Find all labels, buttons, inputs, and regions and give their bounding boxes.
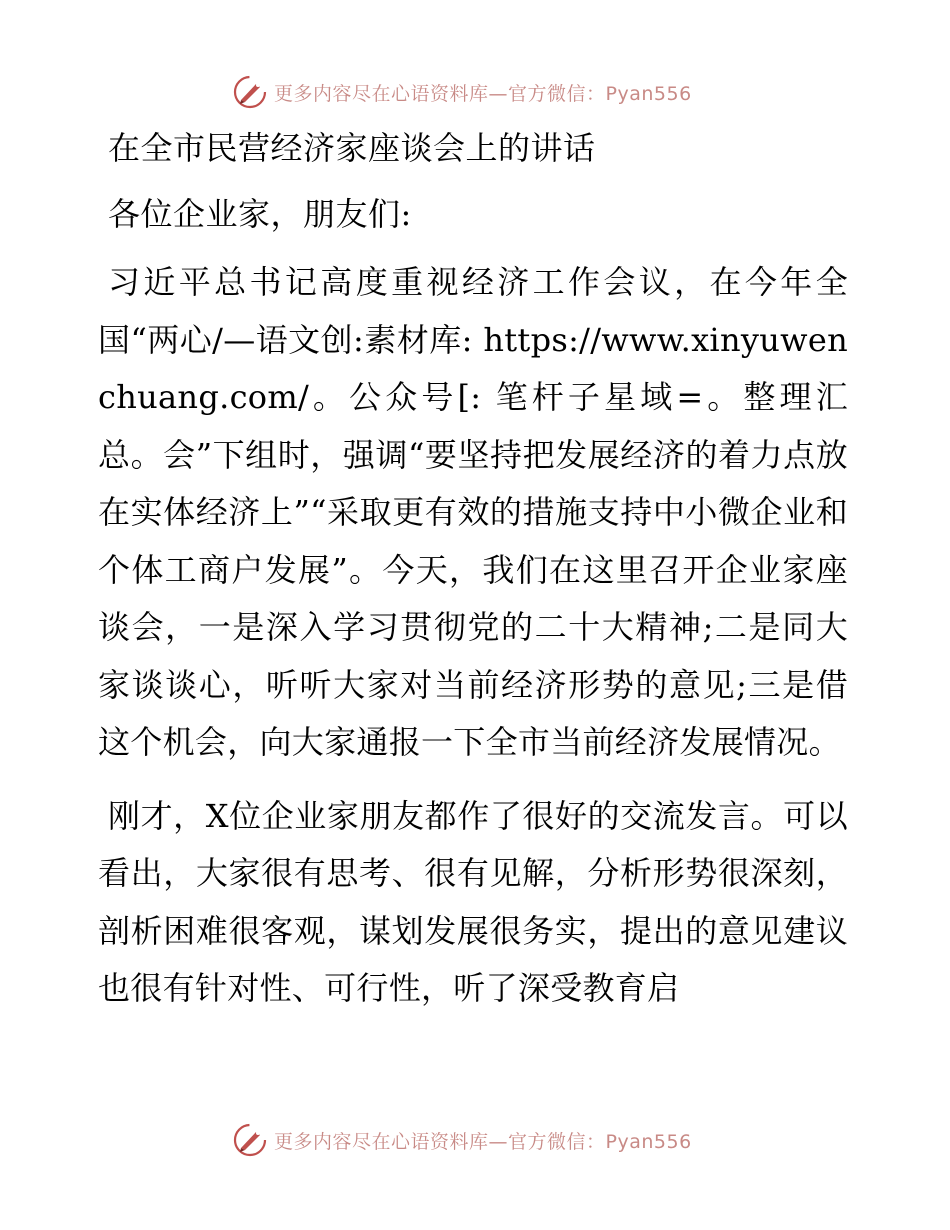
paragraph-2: 刚才，X位企业家朋友都作了很好的交流发言。可以看出，大家很有思考、很有见解，分析形势很深刻，剖析困难很客观，谋划发展很务实，提出的意见建议也很有针对性、可行性，听了深受教育启 <box>98 796 848 1007</box>
pen-logo-icon <box>232 1122 268 1158</box>
salutation: 各位企业家，朋友们: <box>108 195 412 233</box>
pen-logo-icon <box>232 74 268 110</box>
watermark-id: Pyan556 <box>605 1130 692 1153</box>
paragraph-1: 习近平总书记高度重视经济工作会议，在今年全国“两心/—语文创:素材库: https://www.xinyuwenchuang.com/。公众号[: 笔杆子星域=。整理汇总。会”下组时，强调“要坚持把发展经济的着力点放在实体经济上”“采取更有效的措施支持中小微企业和个体工商户发展”。今天，我们在这里召开企业家座谈会，一是深入学习贯彻党的二十大精神;二是同大家谈谈心，听听大家对当前经济形势的意见;三是借这个机会，向大家通报一下全市当前经济发展情况。 <box>98 263 848 761</box>
watermark-text: 更多内容尽在心语资料库—官方微信：Pyan556 <box>274 1130 692 1153</box>
watermark-id: Pyan556 <box>605 82 692 105</box>
footer-watermark <box>232 1120 692 1160</box>
document-title: 在全市民营经济家座谈会上的讲话 <box>108 129 596 167</box>
header-watermark <box>232 72 692 112</box>
document-body <box>98 122 848 1034</box>
watermark-text: 更多内容尽在心语资料库—官方微信：Pyan556 <box>274 82 692 105</box>
